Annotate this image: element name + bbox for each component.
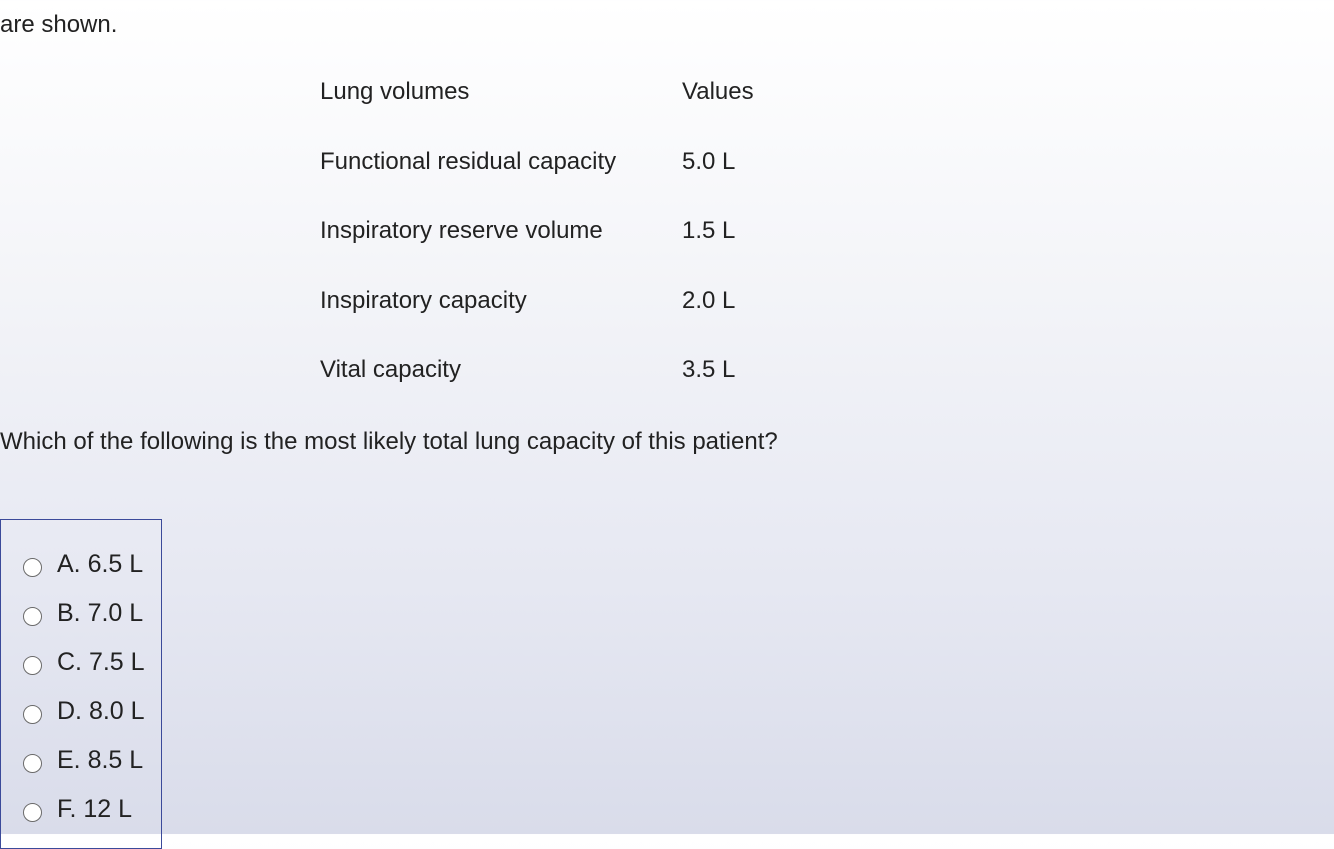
answer-option-d[interactable] [23, 694, 145, 728]
answer-option-label: F. 12 L [57, 795, 133, 823]
table-row [320, 217, 822, 287]
answer-option-e[interactable] [23, 743, 143, 777]
radio-button[interactable] [23, 558, 42, 577]
question-text: Which of the following is the most likely total lung capacity of this patient? [0, 428, 778, 455]
radio-button[interactable] [23, 656, 42, 675]
answer-option-b[interactable] [23, 596, 143, 630]
table-cell-measure: Inspiratory reserve volume [320, 217, 603, 244]
answer-option-label: C. 7.5 L [57, 648, 145, 676]
answer-option-c[interactable] [23, 645, 145, 679]
question-stem-end: are shown. [0, 11, 118, 38]
radio-button[interactable] [23, 607, 42, 626]
table-cell-measure: Functional residual capacity [320, 147, 617, 175]
table-row [320, 356, 822, 426]
table-header-row [320, 78, 822, 148]
answer-option-a[interactable] [23, 547, 143, 581]
radio-button[interactable] [23, 803, 42, 822]
table-cell-measure: Inspiratory capacity [320, 286, 527, 314]
table-header-lung-volumes: Lung volumes [320, 78, 470, 105]
lung-volumes-table [320, 78, 822, 426]
answer-option-f[interactable] [23, 792, 132, 826]
table-cell-value: 2.0 L [682, 286, 736, 314]
answer-option-label: B. 7.0 L [57, 599, 144, 627]
table-cell-value: 1.5 L [682, 217, 736, 244]
radio-button[interactable] [23, 754, 42, 773]
table-cell-value: 5.0 L [682, 147, 736, 175]
answer-option-label: E. 8.5 L [57, 746, 144, 774]
answer-option-label: A. 6.5 L [57, 550, 144, 578]
table-cell-measure: Vital capacity [320, 356, 461, 383]
table-row [320, 287, 822, 357]
answer-option-label: D. 8.0 L [57, 697, 145, 725]
table-cell-value: 3.5 L [682, 356, 736, 383]
table-header-values: Values [682, 78, 754, 105]
table-row [320, 148, 822, 218]
radio-button[interactable] [23, 705, 42, 724]
answer-choices [0, 519, 162, 849]
